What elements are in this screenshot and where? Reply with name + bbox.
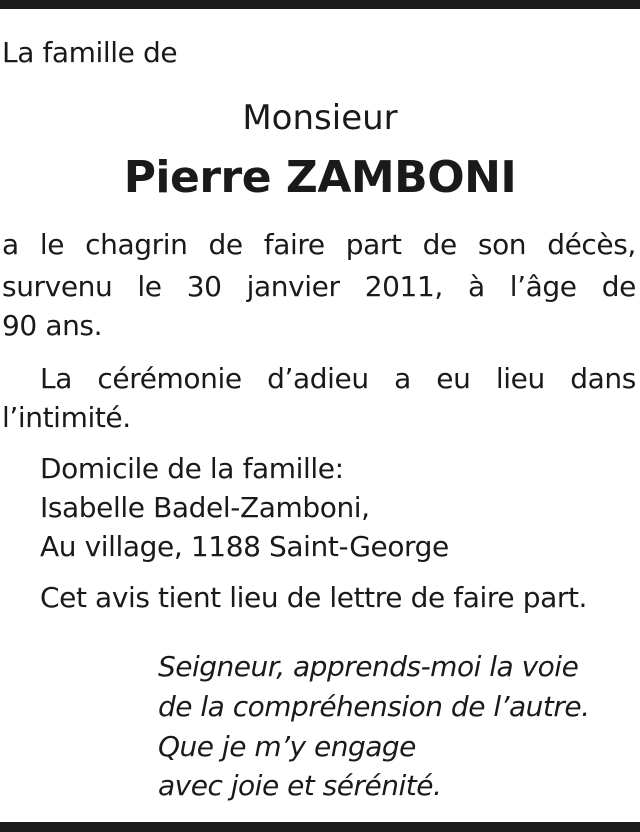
word: décès, bbox=[547, 228, 636, 261]
word: lieu bbox=[495, 362, 545, 395]
intro-text: La famille de bbox=[2, 36, 178, 69]
word: dans bbox=[570, 362, 636, 395]
word: a bbox=[2, 228, 19, 261]
word: part bbox=[345, 228, 402, 261]
family-address-label: Domicile de la famille: bbox=[40, 452, 344, 485]
word: La bbox=[40, 362, 72, 395]
honorific-title: Monsieur bbox=[242, 98, 398, 138]
word: chagrin bbox=[85, 228, 188, 261]
top-border-rule bbox=[0, 0, 640, 9]
family-contact-name: Isabelle Badel-Zamboni, bbox=[40, 491, 370, 524]
ceremony-line-2: l’intimité. bbox=[2, 401, 131, 434]
announcement-line-2 bbox=[2, 268, 636, 306]
closing-notice: Cet avis tient lieu de lettre de faire part. bbox=[40, 581, 588, 614]
word: de bbox=[601, 270, 636, 303]
word: eu bbox=[436, 362, 471, 395]
word: d’adieu bbox=[267, 362, 369, 395]
word: son bbox=[477, 228, 527, 261]
word: 2011, bbox=[364, 270, 443, 303]
word: le bbox=[39, 228, 65, 261]
deceased-name: Pierre ZAMBONI bbox=[123, 152, 517, 203]
word: de bbox=[208, 228, 243, 261]
quote-line: Seigneur, apprends-moi la voie bbox=[158, 650, 579, 683]
ceremony-line-1 bbox=[40, 360, 636, 398]
word: le bbox=[137, 270, 162, 303]
word: faire bbox=[263, 228, 325, 261]
word: survenu bbox=[2, 270, 113, 303]
family-address: Au village, 1188 Saint-George bbox=[40, 530, 449, 563]
quote-line: avec joie et sérénité. bbox=[158, 769, 442, 802]
bottom-border-rule bbox=[0, 822, 640, 832]
word: de bbox=[422, 228, 457, 261]
quote-line: Que je m’y engage bbox=[158, 730, 416, 763]
announcement-line-3: 90 ans. bbox=[2, 309, 103, 342]
word: à bbox=[467, 270, 485, 303]
word: 30 bbox=[186, 270, 222, 303]
quote-line: de la compréhension de l’autre. bbox=[158, 690, 590, 723]
word: janvier bbox=[246, 270, 340, 303]
word: l’âge bbox=[509, 270, 577, 303]
word: a bbox=[394, 362, 411, 395]
announcement-line-1 bbox=[2, 226, 636, 264]
word: cérémonie bbox=[97, 362, 242, 395]
